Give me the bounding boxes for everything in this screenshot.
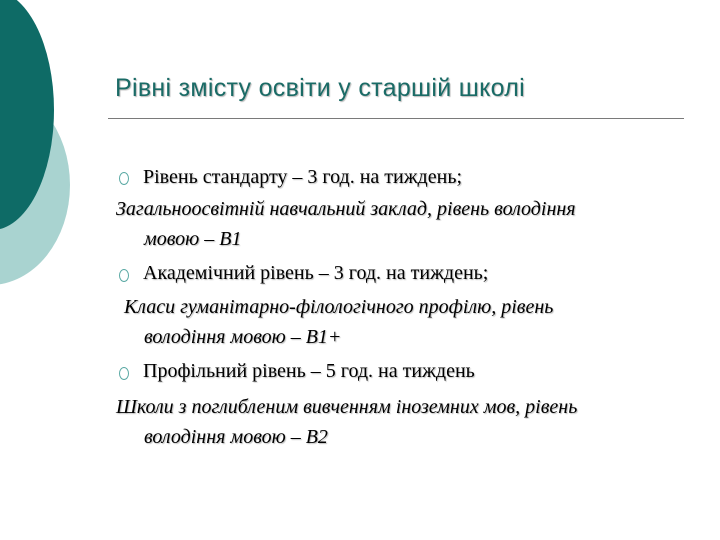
- title-divider: [108, 118, 684, 119]
- list-item-level-profile: Профільний рівень – 5 год. на тиждень: [143, 360, 475, 382]
- list-item-detail: володіння мовою – В2: [144, 426, 328, 448]
- list-item-detail: Школи з поглибленим вивченням іноземних мов, рівень: [116, 396, 578, 418]
- list-item-detail: володіння мовою – В1+: [144, 326, 342, 348]
- list-item-detail: Класи гуманітарно-філологічного профілю, рівень: [124, 296, 554, 318]
- list-item-level-standard: Рівень стандарту – 3 год. на тиждень;: [143, 166, 462, 188]
- slide-title: Рівні змісту освіти у старшій школі: [115, 74, 526, 102]
- decorative-circles: [0, 0, 120, 300]
- bullet-ring-icon: [119, 172, 129, 185]
- list-item-detail: Загальноосвітній навчальний заклад, рівень володіння: [116, 198, 576, 220]
- bullet-ring-icon: [119, 367, 129, 380]
- list-item-level-academic: Академічний рівень – 3 год. на тиждень;: [143, 262, 489, 284]
- list-item-detail: мовою – В1: [144, 228, 242, 250]
- bullet-ring-icon: [119, 269, 129, 282]
